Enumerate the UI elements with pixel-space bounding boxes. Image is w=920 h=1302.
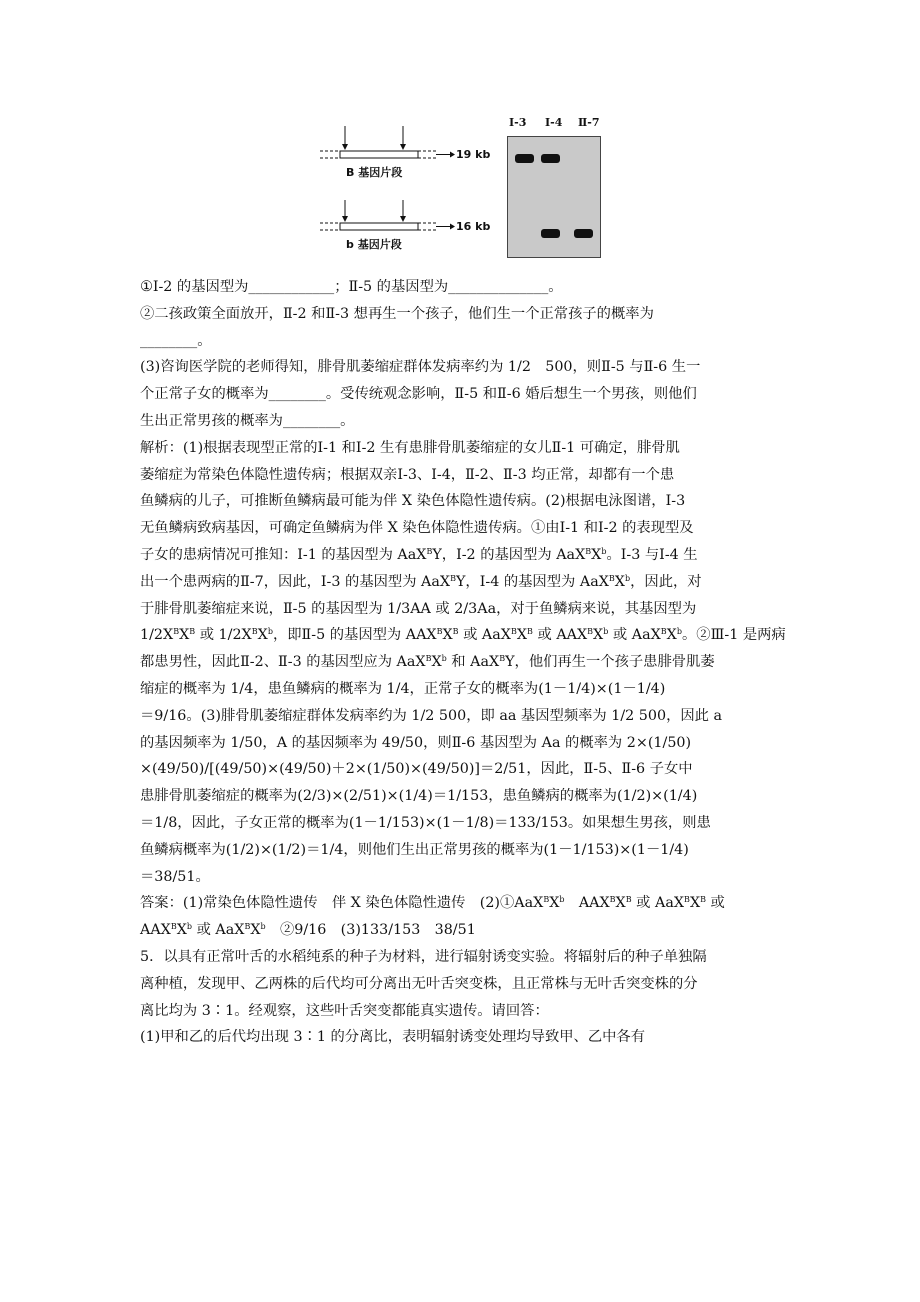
band-i3-19kb <box>515 154 534 163</box>
text-line: 生出正常男孩的概率为________。 <box>140 412 355 429</box>
text-line: $1/2X^BX^B$ 或 $1/2X^BX^b$，即Ⅱ-5 的基因型为 $AAX^BX^B$ 或 $AaX^BX^B$ 或 $AAX^BX^b$ 或 $AaX^BX^b$。②Ⅲ-1 是两病 <box>140 627 786 644</box>
text-line: ①Ⅰ-2 的基因型为____________；Ⅱ-5 的基因型为______________。 <box>140 279 563 295</box>
text-line: ________。 <box>140 332 212 349</box>
electrophoresis-gel <box>507 136 601 258</box>
band-ii7-16kb <box>574 229 593 238</box>
restriction-map-svg <box>318 112 498 258</box>
text-line: 离比均为 3∶1。经观察，这些叶舌突变都能真实遗传。请回答： <box>140 1002 549 1019</box>
text-line: 解析：(1)根据表现型正常的Ⅰ-1 和Ⅰ-2 生有患腓骨肌萎缩症的女儿Ⅱ-1 可确定，腓骨肌 <box>140 439 680 456</box>
lane-label-ii7: Ⅱ-7 <box>578 116 600 129</box>
b-upper-fragment-label: B 基因片段 <box>346 166 403 179</box>
text-line: (3)咨询医学院的老师得知，腓骨肌萎缩症群体发病率约为 1/2 500，则Ⅱ-5 与Ⅱ-6 生一 <box>140 359 701 376</box>
band-i4-19kb <box>541 154 560 163</box>
text-line: 鱼鳞病概率为(1/2)×(1/2)＝1/4，则他们生出正常男孩的概率为(1－1/153)×(1－1/4) <box>140 841 689 858</box>
b-upper-size-label: 19 kb <box>456 148 491 161</box>
text-line: ＝1/8，因此，子女正常的概率为(1－1/153)×(1－1/8)＝133/153。如果想生男孩，则患 <box>140 814 711 831</box>
text-line: 萎缩症为常染色体隐性遗传病；根据双亲Ⅰ-3、Ⅰ-4，Ⅱ-2、Ⅱ-3 均正常，却都有一个患 <box>140 466 675 483</box>
text-line: 的基因频率为 1/50，A 的基因频率为 49/50，则Ⅱ-6 基因型为 Aa 的概率为 2×(1/50) <box>140 734 692 751</box>
lane-label-i4: Ⅰ-4 <box>545 116 563 129</box>
text-line: 离种植，发现甲、乙两株的后代均可分离出无叶舌突变株，且正常株与无叶舌突变株的分 <box>140 975 698 992</box>
text-line: 个正常子女的概率为________。受传统观念影响，Ⅱ-5 和Ⅱ-6 婚后想生一个男孩，则他们 <box>140 386 697 403</box>
b-lower-fragment-label: b 基因片段 <box>346 238 402 251</box>
text-line: 5．以具有正常叶舌的水稻纯系的种子为材料，进行辐射诱变实验。将辐射后的种子单独隔 <box>140 948 707 965</box>
b-lower-fragment <box>320 200 455 230</box>
document-body <box>140 274 786 1051</box>
b-lower-size-label: 16 kb <box>456 220 491 233</box>
text-line: 都患男性，因此Ⅱ-2、Ⅱ-3 的基因型应为 $AaX^BX^b$ 和 AaX$^B$Y，他们再生一个孩子患腓骨肌萎 <box>140 654 715 671</box>
text-line: 缩症的概率为 1/4，患鱼鳞病的概率为 1/4，正常子女的概率为(1－1/4)×(1－1/4) <box>140 680 666 697</box>
text-line: ＝9/16。(3)腓骨肌萎缩症群体发病率约为 1/2 500，即 aa 基因型频率为 1/2 500，因此 a <box>140 707 723 724</box>
text-line: ②二孩政策全面放开，Ⅱ-2 和Ⅱ-3 想再生一个孩子，他们生一个正常孩子的概率为 <box>140 305 654 322</box>
text-line: 子女的患病情况可推知：Ⅰ-1 的基因型为 AaX$^B$Y，Ⅰ-2 的基因型为 $AaX^BX^b$。Ⅰ-3 与Ⅰ-4 生 <box>140 546 698 563</box>
text-line: (1)甲和乙的后代均出现 3∶1 的分离比，表明辐射诱变处理均导致甲、乙中各有 <box>140 1029 646 1046</box>
lane-label-i3: Ⅰ-3 <box>509 116 527 129</box>
text-line: 出一个患两病的Ⅱ-7，因此，Ⅰ-3 的基因型为 AaX$^B$Y，Ⅰ-4 的基因型为 $AaX^BX^b$，因此，对 <box>140 573 702 590</box>
text-line: 答案：(1)常染色体隐性遗传 伴 X 染色体隐性遗传 $(2)①AaX^BX^b$ $AAX^BX^B$ 或 $AaX^BX^B$ 或 <box>140 895 725 912</box>
text-line: $AAX^BX^b$ 或 $AaX^BX^b$ ②9/16 (3)133/153 38/51 <box>140 922 476 939</box>
band-i4-16kb <box>541 229 560 238</box>
text-line: 无鱼鳞病致病基因，可确定鱼鳞病为伴 X 染色体隐性遗传病。①由Ⅰ-1 和Ⅰ-2 的表现型及 <box>140 520 694 537</box>
text-line: 鱼鳞病的儿子，可推断鱼鳞病最可能为伴 X 染色体隐性遗传病。(2)根据电泳图谱，Ⅰ-3 <box>140 493 686 510</box>
text-line: 于腓骨肌萎缩症来说，Ⅱ-5 的基因型为 1/3AA 或 2/3Aa，对于鱼鳞病来说，其基因型为 <box>140 600 697 617</box>
b-upper-fragment <box>320 126 455 158</box>
text-line: ×(49/50)/[(49/50)×(49/50)＋2×(1/50)×(49/50)]＝2/51，因此，Ⅱ-5、Ⅱ-6 子女中 <box>140 761 693 778</box>
text-line: 患腓骨肌萎缩症的概率为(2/3)×(2/51)×(1/4)＝1/153，患鱼鳞病的概率为(1/2)×(1/4) <box>140 788 698 805</box>
text-line: ＝38/51。 <box>140 868 210 885</box>
